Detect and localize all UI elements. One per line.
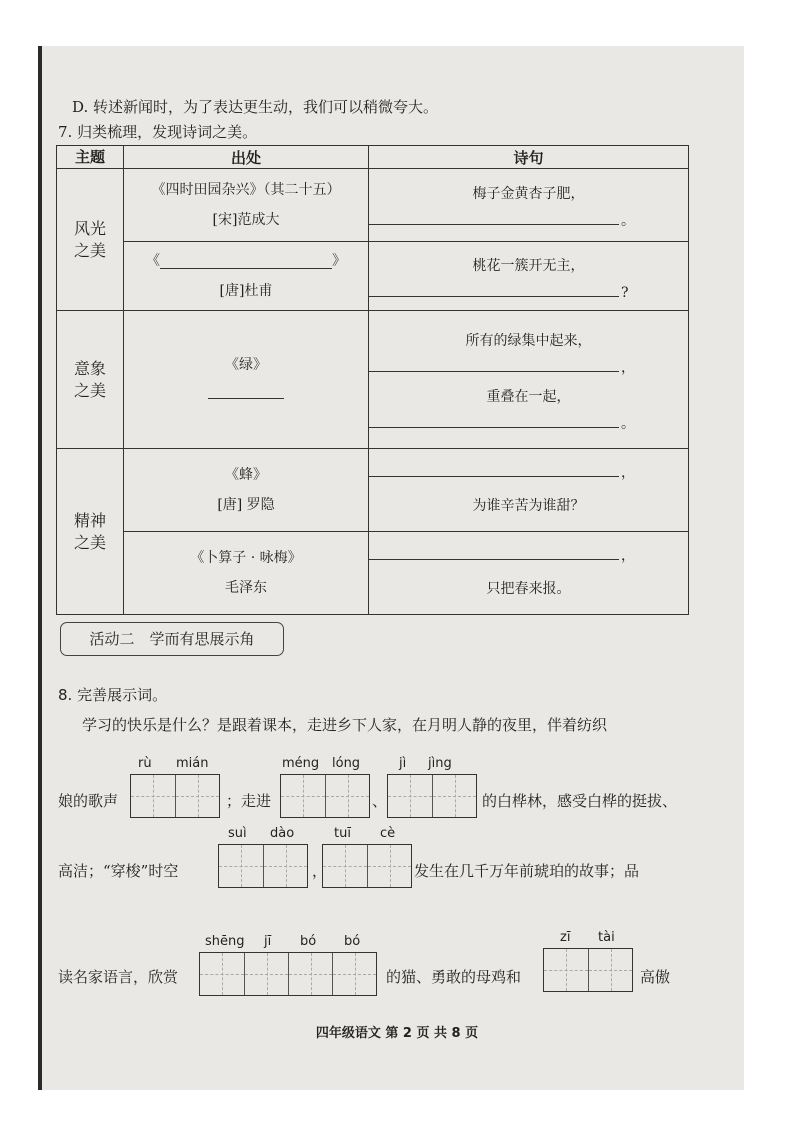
pinyin: mián bbox=[176, 756, 209, 771]
verse-line: 重叠在一起， bbox=[486, 388, 571, 405]
pinyin: rù bbox=[138, 756, 152, 771]
theme-spirit: 精神之美 bbox=[57, 449, 124, 615]
binding-edge bbox=[38, 46, 42, 1090]
page-footer: 四年级语文 第 2 页 共 8 页 bbox=[315, 1026, 479, 1041]
source-cell-5 bbox=[124, 532, 369, 615]
writing-box-shengjibobo[interactable] bbox=[199, 952, 377, 996]
pinyin: bó bbox=[344, 934, 361, 949]
answer-blank[interactable] bbox=[369, 460, 619, 477]
header-source: 出处 bbox=[124, 146, 369, 169]
answer-blank[interactable] bbox=[369, 543, 619, 560]
verse-cell-1: 梅子金黄杏子肥， 。 bbox=[369, 169, 689, 242]
writing-box-jijing[interactable] bbox=[387, 774, 477, 818]
pinyin: méng bbox=[282, 756, 320, 771]
q8-line-4b: 的猫、勇敢的母鸡和 bbox=[386, 968, 522, 986]
q8-line-3a: 高洁；“穿梭”时空 bbox=[58, 862, 179, 880]
pinyin: tuī bbox=[334, 826, 351, 841]
pinyin: jī bbox=[264, 934, 272, 949]
source-cell-2: 《 》 [唐]杜甫 bbox=[124, 242, 369, 311]
pinyin: jìng bbox=[428, 756, 452, 771]
question-7-title: 7. 归类梳理，发现诗词之美。 bbox=[58, 123, 258, 141]
theme-imagery: 意象之美 bbox=[57, 311, 124, 449]
writing-box-rumian[interactable] bbox=[130, 774, 220, 818]
verse-cell-4: ， 为谁辛苦为谁甜？ bbox=[369, 449, 689, 532]
source-cell-3 bbox=[124, 311, 369, 449]
answer-blank[interactable] bbox=[369, 280, 619, 297]
source-title: 《绿》 bbox=[225, 356, 267, 373]
pinyin: lóng bbox=[332, 756, 361, 771]
header-theme: 主题 bbox=[57, 146, 124, 169]
pinyin: dào bbox=[270, 826, 295, 841]
writing-box-suidao[interactable] bbox=[218, 844, 308, 888]
pinyin: tài bbox=[598, 930, 615, 945]
q8-line-3b: ， bbox=[312, 862, 328, 880]
writing-box-zitai[interactable] bbox=[543, 948, 633, 992]
activity-2-banner: 活动二 学而有思展示角 bbox=[60, 622, 284, 656]
verse-cell-3: 所有的绿集中起来， ， 重叠在一起， 。 bbox=[369, 311, 689, 449]
q8-line-2d: 的白桦林，感受白桦的挺拔、 bbox=[482, 792, 678, 810]
verse-line: 为谁辛苦为谁甜？ bbox=[472, 498, 585, 514]
source-title: 《蜂》 bbox=[225, 467, 267, 483]
pinyin: zī bbox=[560, 930, 571, 945]
q8-line-3c: 发生在几千万年前琥珀的故事；品 bbox=[414, 862, 640, 880]
source-cell-1 bbox=[124, 169, 369, 242]
verse-line: 梅子金黄杏子肥， bbox=[472, 186, 585, 202]
pinyin: cè bbox=[380, 826, 396, 841]
pinyin: suì bbox=[228, 826, 247, 841]
q8-line-2a: 娘的歌声 bbox=[58, 792, 119, 810]
title-blank[interactable] bbox=[160, 254, 332, 269]
theme-scenery: 风光之美 bbox=[57, 169, 124, 311]
verse-line: 所有的绿集中起来， bbox=[465, 332, 592, 349]
header-verse: 诗句 bbox=[369, 146, 689, 169]
answer-blank[interactable] bbox=[369, 208, 619, 225]
q8-line-2b: ；走进 bbox=[226, 792, 272, 810]
answer-blank[interactable] bbox=[369, 411, 619, 428]
pinyin: shēng bbox=[205, 934, 245, 949]
question-8-title: 8. 完善展示词。 bbox=[58, 686, 168, 704]
author-blank[interactable] bbox=[208, 382, 284, 399]
q8-line-4c: 高傲 bbox=[640, 968, 671, 986]
source-author: [唐]杜甫 bbox=[219, 283, 273, 299]
poetry-table bbox=[56, 145, 689, 615]
q8-line-1: 学习的快乐是什么？是跟着课本，走进乡下人家，在月明人静的夜里，伴着纺织 bbox=[82, 716, 608, 734]
source-author: [宋]范成大 bbox=[212, 212, 280, 228]
option-d: D. 转述新闻时，为了表达更生动，我们可以稍微夸大。 bbox=[72, 98, 439, 116]
writing-box-tuice[interactable] bbox=[322, 844, 412, 888]
verse-line: 只把春来报。 bbox=[486, 581, 571, 597]
verse-cell-5: ， 只把春来报。 bbox=[369, 532, 689, 615]
source-author: [唐] 罗隐 bbox=[217, 497, 275, 513]
writing-box-menglong[interactable] bbox=[280, 774, 370, 818]
verse-cell-2: 桃花一簇开无主， ? bbox=[369, 242, 689, 311]
source-author: 毛泽东 bbox=[225, 580, 267, 596]
q8-line-4a: 读名家语言，欣赏 bbox=[58, 968, 179, 986]
pinyin: bó bbox=[300, 934, 317, 949]
pinyin: jì bbox=[399, 756, 407, 771]
source-cell-4 bbox=[124, 449, 369, 532]
q8-line-2c: 、 bbox=[372, 792, 388, 810]
verse-line: 桃花一簇开无主， bbox=[472, 257, 585, 274]
source-title: 《四时田园杂兴》（其二十五） bbox=[151, 182, 341, 198]
source-title: 《卜算子 · 咏梅》 bbox=[190, 550, 302, 566]
answer-blank[interactable] bbox=[369, 355, 619, 372]
